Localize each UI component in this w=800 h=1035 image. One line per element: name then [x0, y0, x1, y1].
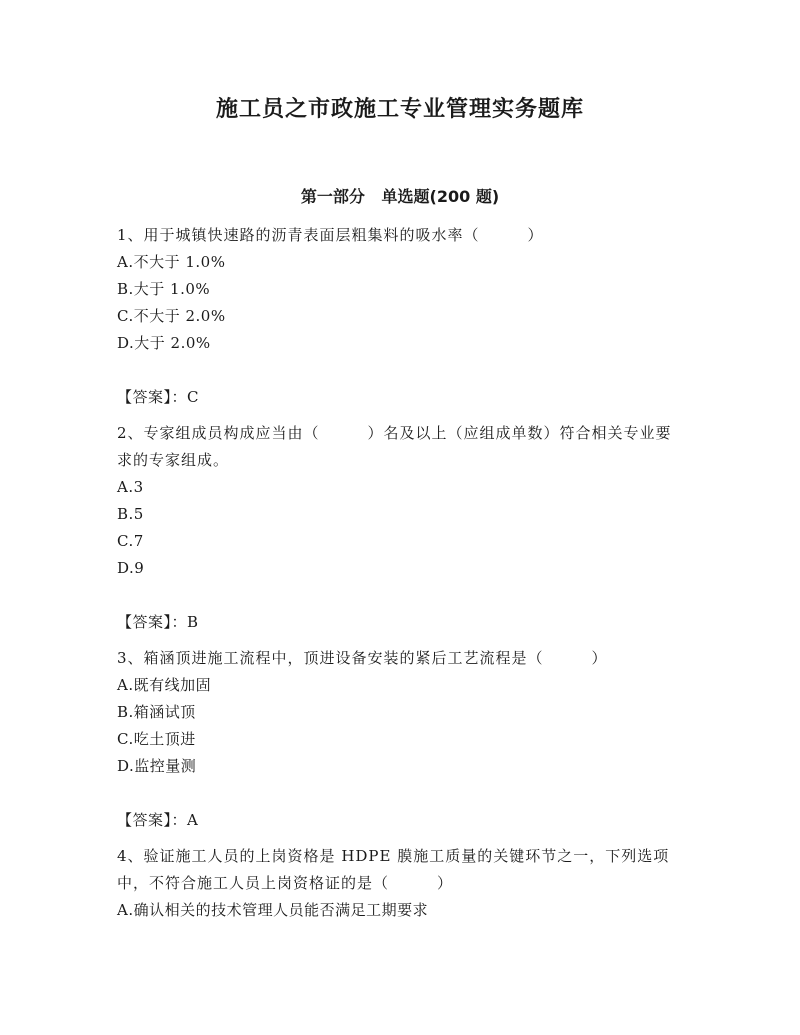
section-title: 第一部分 单选题(200 题): [300, 187, 500, 206]
question-list: [117, 222, 677, 924]
document-title: 施工员之市政施工专业管理实务题库: [215, 97, 584, 122]
question-stem: 2、专家组成员构成应当由（ ）名及以上（应组成单数）符合相关专业要求的专家组成。: [117, 424, 672, 469]
option-d: D.大于 2.0%: [117, 334, 211, 352]
option-a: A.既有线加固: [117, 676, 212, 694]
option-a: A.不大于 1.0%: [117, 253, 226, 271]
option-c: C.不大于 2.0%: [117, 307, 226, 325]
question-4: [117, 843, 677, 924]
question-2: [117, 420, 677, 636]
option-b: B.5: [117, 505, 144, 523]
option-d: D.监控量测: [117, 757, 197, 775]
question-3: [117, 645, 677, 834]
question-stem: 4、验证施工人员的上岗资格是 HDPE 膜施工质量的关键环节之一，下列选项中，不符合施工人员上岗资格证的是（ ）: [117, 847, 670, 892]
option-a: A.确认相关的技术管理人员能否满足工期要求: [117, 901, 429, 919]
question-stem: 3、箱涵顶进施工流程中，顶进设备安装的紧后工艺流程是（ ）: [117, 649, 608, 667]
option-c: C.吃土顶进: [117, 730, 196, 748]
option-b: B.大于 1.0%: [117, 280, 211, 298]
answer-label: 【答案】：A: [117, 811, 199, 829]
answer-label: 【答案】：C: [117, 388, 199, 406]
question-stem: 1、用于城镇快速路的沥青表面层粗集料的吸水率（ ）: [117, 226, 544, 244]
answer-label: 【答案】：B: [117, 613, 199, 631]
option-d: D.9: [117, 559, 145, 577]
option-b: B.箱涵试顶: [117, 703, 196, 721]
option-c: C.7: [117, 532, 144, 550]
question-1: [117, 222, 677, 411]
option-a: A.3: [117, 478, 144, 496]
